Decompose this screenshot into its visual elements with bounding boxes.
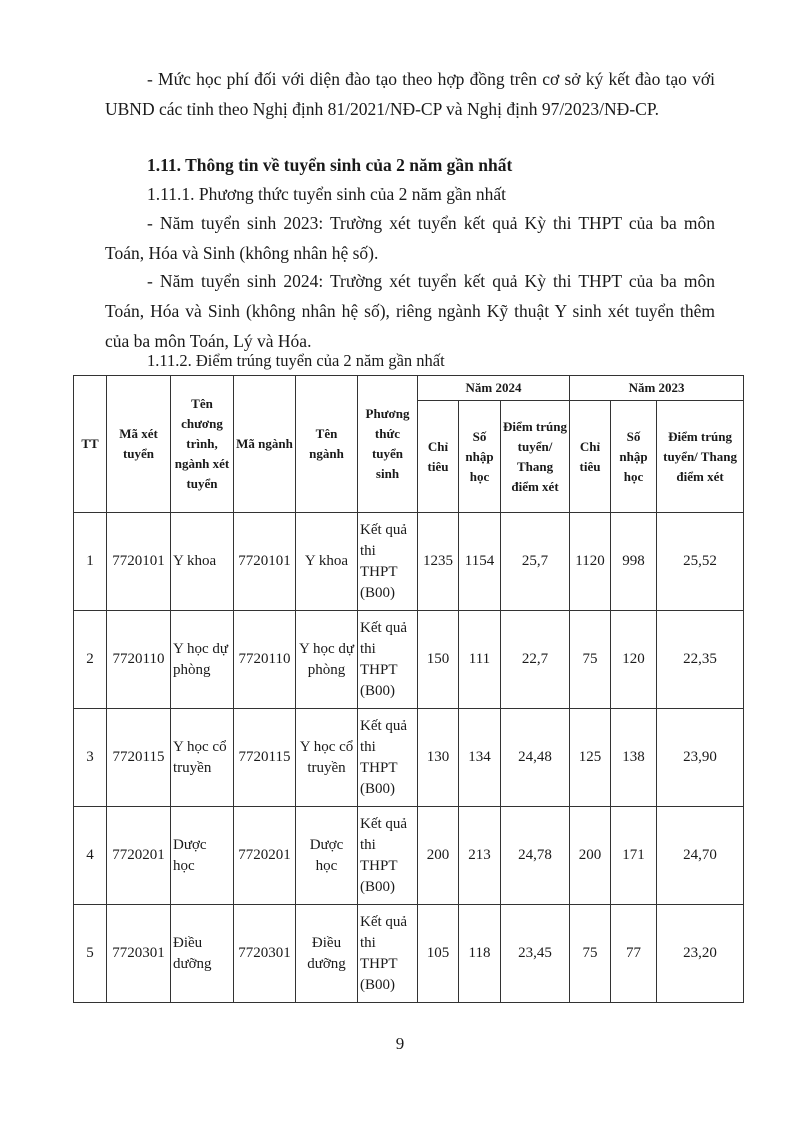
- header-ma-nganh: Mã ngành: [234, 376, 296, 513]
- header-ten-chuong-trinh: Tên chương trình, ngành xét tuyển: [171, 376, 234, 513]
- tuition-paragraph: - Mức học phí đối với diện đào tạo theo hợp đồng trên cơ sở ký kết đào tạo với UBND các tỉnh theo Nghị định 81/2021/NĐ-CP và Nghị định 97/2023/NĐ-CP.: [105, 69, 715, 119]
- cell-so-nhap-hoc-2024: 213: [459, 807, 501, 905]
- cell-tt: 1: [74, 513, 107, 611]
- table-row: [74, 709, 744, 807]
- cell-diem-2023: 23,90: [657, 709, 744, 807]
- cell-diem-2023: 23,20: [657, 905, 744, 1003]
- cell-tt: 2: [74, 611, 107, 709]
- cell-ma-xet-tuyen: 7720115: [107, 709, 171, 807]
- cell-so-nhap-hoc-2023: 138: [611, 709, 657, 807]
- cell-ten-chuong-trinh: Y học dự phòng: [171, 611, 234, 709]
- table-row: [74, 807, 744, 905]
- cell-diem-2024: 24,78: [501, 807, 570, 905]
- cell-tt: 4: [74, 807, 107, 905]
- cell-ten-chuong-trinh: Dược học: [171, 807, 234, 905]
- cell-tt: 3: [74, 709, 107, 807]
- cell-chi-tieu-2024: 1235: [418, 513, 459, 611]
- admission-scores-table: [73, 375, 744, 1003]
- header-chi-tieu-2024: Chỉ tiêu: [418, 401, 459, 513]
- cell-chi-tieu-2023: 1120: [570, 513, 611, 611]
- cell-ma-nganh: 7720110: [234, 611, 296, 709]
- cell-ma-nganh: 7720201: [234, 807, 296, 905]
- header-ma-xet-tuyen: Mã xét tuyển: [107, 376, 171, 513]
- cell-ten-chuong-trinh: Y học cổ truyền: [171, 709, 234, 807]
- cell-diem-2024: 23,45: [501, 905, 570, 1003]
- year-2023-paragraph: - Năm tuyển sinh 2023: Trường xét tuyển kết quả Kỳ thi THPT của ba môn Toán, Hóa và Sinh (không nhân hệ số).: [105, 213, 715, 263]
- year-2024-paragraph: - Năm tuyển sinh 2024: Trường xét tuyển kết quả Kỳ thi THPT của ba môn Toán, Hóa và Sinh (không nhân hệ số), riêng ngành Kỹ thuật Y sinh xét tuyển thêm của ba môn Toán, Lý và Hóa.: [105, 271, 715, 351]
- header-tt: TT: [74, 376, 107, 513]
- cell-ma-xet-tuyen: 7720101: [107, 513, 171, 611]
- cell-chi-tieu-2024: 105: [418, 905, 459, 1003]
- cell-so-nhap-hoc-2024: 118: [459, 905, 501, 1003]
- header-year-2024: Năm 2024: [418, 376, 570, 401]
- cell-phuong-thuc: Kết quả thi THPT (B00): [358, 807, 418, 905]
- cell-ma-nganh: 7720115: [234, 709, 296, 807]
- header-year-2023: Năm 2023: [570, 376, 744, 401]
- cell-chi-tieu-2024: 130: [418, 709, 459, 807]
- cell-phuong-thuc: Kết quả thi THPT (B00): [358, 905, 418, 1003]
- cell-diem-2023: 25,52: [657, 513, 744, 611]
- cell-so-nhap-hoc-2024: 1154: [459, 513, 501, 611]
- cell-chi-tieu-2023: 75: [570, 905, 611, 1003]
- cell-so-nhap-hoc-2024: 134: [459, 709, 501, 807]
- cell-so-nhap-hoc-2024: 111: [459, 611, 501, 709]
- cell-chi-tieu-2023: 75: [570, 611, 611, 709]
- cell-ten-nganh: Y học dự phòng: [296, 611, 358, 709]
- cell-ma-nganh: 7720101: [234, 513, 296, 611]
- cell-diem-2024: 22,7: [501, 611, 570, 709]
- cell-ma-nganh: 7720301: [234, 905, 296, 1003]
- section-heading-1-11: 1.11. Thông tin về tuyển sinh của 2 năm gần nhất: [147, 155, 513, 175]
- cell-ten-nganh: Điều dưỡng: [296, 905, 358, 1003]
- cell-tt: 5: [74, 905, 107, 1003]
- header-so-nhap-hoc-2023: Số nhập học: [611, 401, 657, 513]
- cell-diem-2024: 24,48: [501, 709, 570, 807]
- cell-ma-xet-tuyen: 7720110: [107, 611, 171, 709]
- table-row: [74, 905, 744, 1003]
- header-ten-nganh: Tên ngành: [296, 376, 358, 513]
- cell-so-nhap-hoc-2023: 120: [611, 611, 657, 709]
- cell-ten-nganh: Y khoa: [296, 513, 358, 611]
- page-number: 9: [395, 1034, 405, 1053]
- cell-ma-xet-tuyen: 7720301: [107, 905, 171, 1003]
- cell-so-nhap-hoc-2023: 171: [611, 807, 657, 905]
- cell-so-nhap-hoc-2023: 998: [611, 513, 657, 611]
- table-row: [74, 513, 744, 611]
- header-chi-tieu-2023: Chỉ tiêu: [570, 401, 611, 513]
- cell-ten-nganh: Dược học: [296, 807, 358, 905]
- cell-diem-2024: 25,7: [501, 513, 570, 611]
- cell-diem-2023: 22,35: [657, 611, 744, 709]
- cell-phuong-thuc: Kết quả thi THPT (B00): [358, 709, 418, 807]
- cell-chi-tieu-2023: 200: [570, 807, 611, 905]
- cell-phuong-thuc: Kết quả thi THPT (B00): [358, 611, 418, 709]
- subsection-heading-1-11-1: 1.11.1. Phương thức tuyển sinh của 2 năm gần nhất: [147, 184, 507, 204]
- header-diem-2024: Điểm trúng tuyển/ Thang điểm xét: [501, 401, 570, 513]
- cell-ten-chuong-trinh: Điều dưỡng: [171, 905, 234, 1003]
- cell-phuong-thuc: Kết quả thi THPT (B00): [358, 513, 418, 611]
- cell-so-nhap-hoc-2023: 77: [611, 905, 657, 1003]
- cell-ten-nganh: Y học cổ truyền: [296, 709, 358, 807]
- header-phuong-thuc: Phương thức tuyển sinh: [358, 376, 418, 513]
- cell-ma-xet-tuyen: 7720201: [107, 807, 171, 905]
- header-so-nhap-hoc-2024: Số nhập học: [459, 401, 501, 513]
- cell-chi-tieu-2024: 200: [418, 807, 459, 905]
- cell-chi-tieu-2024: 150: [418, 611, 459, 709]
- cell-diem-2023: 24,70: [657, 807, 744, 905]
- subsection-heading-1-11-2: 1.11.2. Điểm trúng tuyển của 2 năm gần nhất: [147, 351, 445, 370]
- cell-chi-tieu-2023: 125: [570, 709, 611, 807]
- header-diem-2023: Điểm trúng tuyển/ Thang điểm xét: [657, 401, 744, 513]
- table-row: [74, 611, 744, 709]
- cell-ten-chuong-trinh: Y khoa: [171, 513, 234, 611]
